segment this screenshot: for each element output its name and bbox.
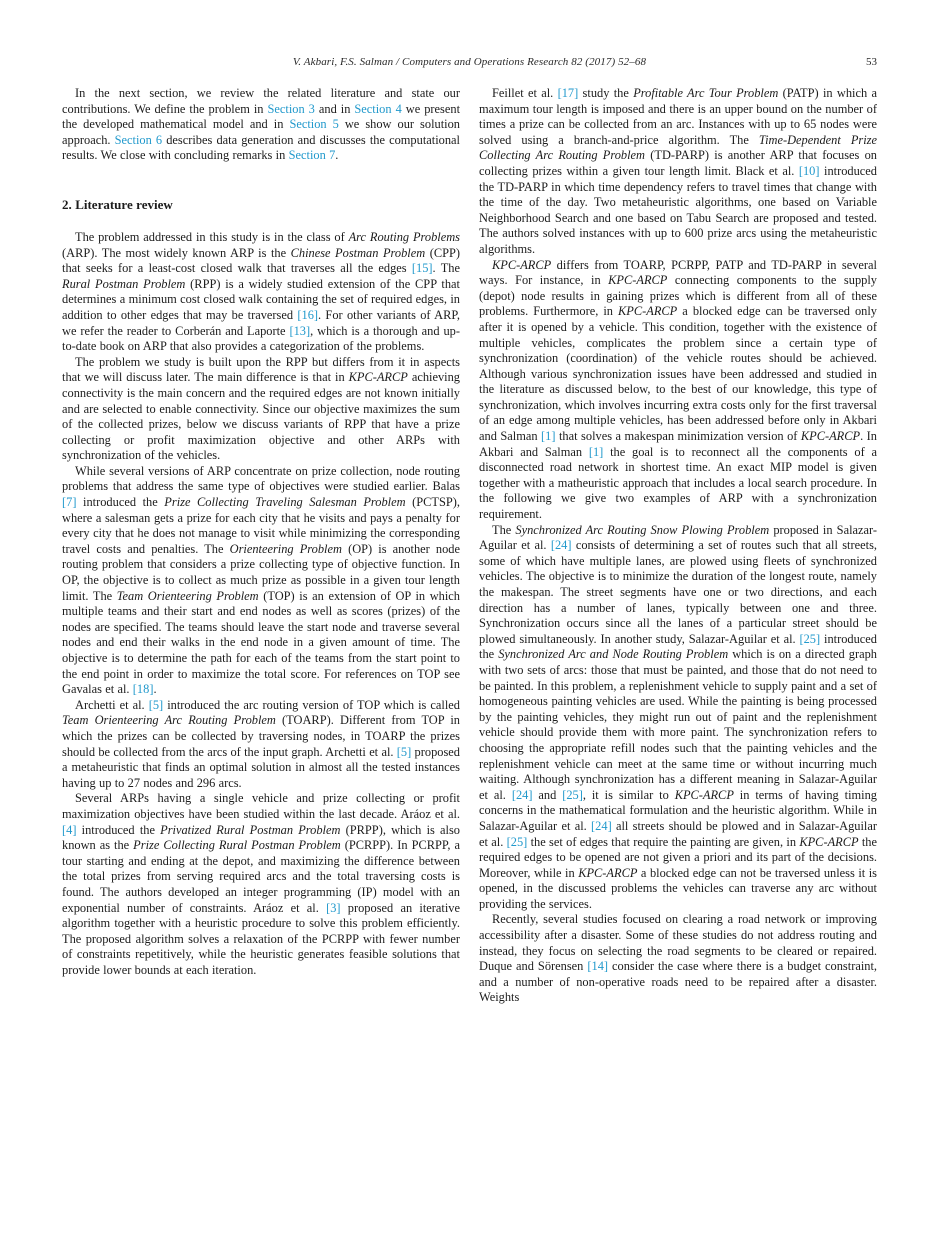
citation-link[interactable]: [1]	[588, 444, 604, 459]
citation-link[interactable]: Section 3	[267, 101, 315, 116]
citation-link[interactable]: [1]	[541, 429, 556, 444]
italic-term: Rural Postman Problem	[62, 276, 186, 291]
page-header	[62, 56, 877, 69]
citation-link[interactable]: [7]	[62, 495, 77, 510]
italic-term: Synchronized Arc Routing Snow Plowing Problem	[515, 522, 770, 537]
paragraph: The Synchronized Arc Routing Snow Plowing Problem proposed in Salazar-Aguilar et al. [24] consists of determining a set of routes such that all streets, some of which have multiple lanes, are plowed using fleets of synchronized vehicles. The objective is to minimize the duration of the longest route, namely the makespan. The street segments have one or two directions, and each direction has a number of lanes, typically between one and three. Synchronization occurs since all the lanes of a particular street should be plowed simultaneously. In another study, Salazar-Aguilar et al. [25] introduced the Synchronized Arc and Node Routing Problem which is on a directed graph with two sets of arcs: those that must be painted, and those that do not need to be painted. In this problem, a replenishment vehicle to supply paint and a set of homogeneous painting vehicles are used. While the painting is being processed by the painting vehicles, they might run out of paint and the replenishment vehicle should provide them with more paint. The synchronization refers to choosing the appropriate refill nodes such that the painting vehicles and the replenishment vehicle can meet at the same time or without incurring much waiting. Although synchronization has a different meaning in Salazar-Aguilar et al. [24] and [25], it is similar to KPC-ARCP in terms of having timing concerns in the mathematical formulation and the heuristic algorithm. While in Salazar-Aguilar et al. [24] all streets should be plowed and in Salazar-Aguilar et al. [25] the set of edges that require the painting are given, in KPC-ARCP the required edges to be opened are not given a priori and its part of the decisions. Moreover, while in KPC-ARCP a blocked edge can not be traversed unless it is opened, in the discussed problems the vehicles can traverse any arc without providing the services.	[479, 522, 878, 911]
citation-link[interactable]: [15]	[411, 261, 433, 276]
italic-term: Team Orienteering Problem	[116, 588, 259, 603]
italic-term: Privatized Rural Postman Problem	[160, 822, 341, 837]
italic-term: Team Orienteering Arc Routing Problem	[62, 713, 276, 728]
citation-link[interactable]: Section 6	[114, 132, 163, 147]
italic-term: KPC-ARCP	[618, 304, 678, 319]
citation-link[interactable]: [25]	[799, 631, 821, 646]
italic-term: KPC-ARCP	[578, 865, 638, 880]
citation-link[interactable]: [10]	[798, 163, 820, 178]
paragraph: In the next section, we review the related literature and state our contributions. We define the problem in Section 3 and in Section 4 we present the developed mathematical model and in Section 5 we show our solution approach. Section 6 describes data generation and discusses the computational results. We close with concluding remarks in Section 7.	[62, 86, 461, 163]
paragraph: Several ARPs having a single vehicle and prize collecting or profit maximization objectives have been studied within the last decade. Aráoz et al. [4] introduced the Privatized Rural Postman Problem (PRPP), which is also known as the Prize Collecting Rural Postman Problem (PCRPP). In PCRPP, a tour starting and ending at the depot, and maximizing the difference between the total prizes from serving required arcs and the total traversing costs is found. The authors developed an integer programming (IP) model with an exponential number of constraints. Aráoz et al. [3] proposed an iterative algorithm together with a heuristic procedure to solve this problem efficiently. The proposed algorithm solves a relaxation of the PCRPP with fewer number of constraints repetitively, while the heuristic generates feasible solutions that provide lower bounds at each iteration.	[62, 791, 460, 977]
citation-link[interactable]: [24]	[511, 787, 533, 802]
italic-term: Time-Dependent Prize Collecting Arc Routing Problem	[479, 132, 877, 163]
italic-term: Orienteering Problem	[229, 541, 342, 556]
citation-link[interactable]: [5]	[396, 744, 412, 759]
citation-link[interactable]: [17]	[557, 86, 579, 100]
paragraph: Archetti et al. [5] introduced the arc routing version of TOP which is called Team Orienteering Arc Routing Problem (TOARP). Different from TOP in which the prizes can be collected by traversing nodes, in TOARP the prizes should be collected from the arcs of the input graph. Archetti et al. [5] proposed a metaheuristic that finds an optimal solution in almost all the tested instances having up to 27 nodes and 296 arcs.	[62, 697, 461, 790]
citation-link[interactable]: [5]	[148, 697, 164, 712]
section-heading: 2. Literature review	[62, 196, 173, 212]
italic-term: KPC-ARCP	[608, 273, 668, 288]
citation-link[interactable]: [4]	[62, 822, 77, 837]
citation-link[interactable]: [13]	[289, 323, 311, 338]
paragraph: Recently, several studies focused on clearing a road network or improving accessibility after a disaster. Some of these studies do not address routing and instead, they focus on selecting the road segments to be cleared or repaired. Duque and Sörensen [14] consider the case where there is a budget constraint, and a number of non-operative roads need to be repaired after a disaster. Weights	[479, 912, 877, 1005]
paragraph: While several versions of ARP concentrate on prize collection, node routing problems that address the same type of objectives were studied earlier. Balas [7] introduced the Prize Collecting Traveling Salesman Problem (PCTSP), where a salesman gets a prize for each city that he visits and pays a penalty for every city that he does not manage to visit while minimizing the corresponding travel costs and penalties. The Orienteering Problem (OP) is another node routing problem that considers a prize collecting type of objective function. In OP, the objective is to collect as much prize as possible in a given tour length limit. The Team Orienteering Problem (TOP) is an extension of OP in which multiple teams and their start and end nodes as well as scores (prizes) of the nodes are specified. The teams should leave the start node and traverse several nodes and end their walks in the end node in a given amount of time. The objective is to determine the path for each of the teams from the start point to the end point in order to maximize the total score. For references on TOP see Gavalas et al. [18].	[62, 463, 460, 697]
citation-link[interactable]: [24]	[550, 538, 572, 553]
column-right	[479, 86, 877, 1006]
citation-link[interactable]: [24]	[591, 818, 612, 833]
article-body	[62, 86, 877, 1006]
italic-term: Chinese Postman Problem	[290, 245, 426, 260]
italic-term: Profitable Arc Tour Problem	[633, 86, 779, 100]
citation-link[interactable]: [18]	[132, 682, 154, 697]
paragraph: KPC-ARCP differs from TOARP, PCRPP, PATP and TD-PARP in several ways. For instance, in KPC-ARCP connecting components to the supply (depot) node results in gaining prizes which is different from all of these problems. Furthermore, in KPC-ARCP a blocked edge can be traversed only after it is opened by a vehicle. This condition, together with the existence of multiple vehicles, complicates the problem since a certain type of synchronization (coordination) of the vehicle routes should be achieved. Although various synchronization issues have been addressed and studied in the literature as discussed below, to the best of our knowledge, this type of synchronization, which involves incurring extra costs only for the first traversal of an edge among multiple vehicles, has been addressed before only in Akbari and Salman [1] that solves a makespan minimization version of KPC-ARCP. In Akbari and Salman [1] the goal is to reconnect all the components of a disconnected road network in shortest time. An exact MIP model is given together with a matheuristic approach that includes a local search procedure. In the following we give two examples of ARP with a synchronization requirement.	[479, 257, 878, 522]
citation-link[interactable]: Section 5	[289, 117, 339, 132]
citation-link[interactable]: Section 4	[354, 101, 402, 116]
column-left	[62, 86, 460, 1006]
citation-link[interactable]: [16]	[297, 307, 319, 322]
page-number: 53	[866, 56, 877, 68]
italic-term: KPC-ARCP	[348, 370, 408, 385]
citation-link[interactable]: Section 7	[288, 148, 336, 163]
italic-term: KPC-ARCP	[492, 257, 552, 272]
paragraph: The problem addressed in this study is in the class of Arc Routing Problems (ARP). The most widely known ARP is the Chinese Postman Problem (CPP) that seeks for a least-cost closed walk that traverses all the edges [15]. The Rural Postman Problem (RPP) is a widely studied extension of the CPP that determines a minimum cost closed walk containing the set of required edges, in addition to other edges that may be traversed [16]. For other variants of ARP, we refer the reader to Corberán and Laporte [13], which is a thorough and up-to-date book on ARP that also provides a categorization of the problems.	[62, 229, 461, 354]
paragraph: Feillet et al. [17] study the Profitable Arc Tour Problem (PATP) in which a maximum tour length is imposed and there is an upper bound on the number of times a prize can be collected from an arc. Instances with up to 65 nodes were solved using a branch-and-price algorithm. The Time-Dependent Prize Collecting Arc Routing Problem (TD-PARP) is another ARP that focuses on collecting prizes within a given tour length limit. Black et al. [10] introduced the TD-PARP in which time dependency refers to travel times that change with the time of the day. Two metaheuristic algorithms, one based on Variable Neighborhood Search and one based on Tabu Search are proposed and tested. The authors solved instances with up to 600 prize arcs using the metaheuristic algorithms.	[479, 86, 878, 256]
italic-term: KPC-ARCP	[799, 834, 859, 849]
paragraph: The problem we study is built upon the RPP but differs from it in aspects that we will discuss later. The main difference is that in KPC-ARCP achieving connectivity is the main concern and the required edges are not known initially and are selected to enable connectivity. Since our objective maximizes the sum of the collected prizes, below we discuss variants of RPP that have a prize collecting or profit maximization objective and other ARPs with synchronization of the vehicles.	[62, 354, 460, 463]
citation-link[interactable]: [14]	[587, 959, 609, 974]
italic-term: Synchronized Arc and Node Routing Problem	[498, 647, 729, 662]
italic-term: Prize Collecting Rural Postman Problem	[133, 838, 341, 853]
italic-term: KPC-ARCP	[674, 787, 734, 802]
running-title: V. Akbari, F.S. Salman / Computers and Operations Research 82 (2017) 52–68	[292, 56, 647, 68]
italic-term: Prize Collecting Traveling Salesman Problem	[164, 495, 406, 510]
italic-term: KPC-ARCP	[800, 429, 861, 444]
citation-link[interactable]: [3]	[326, 900, 341, 915]
italic-term: Arc Routing Problems	[348, 229, 460, 244]
citation-link[interactable]: [25]	[506, 834, 528, 849]
citation-link[interactable]: [25]	[562, 787, 583, 802]
